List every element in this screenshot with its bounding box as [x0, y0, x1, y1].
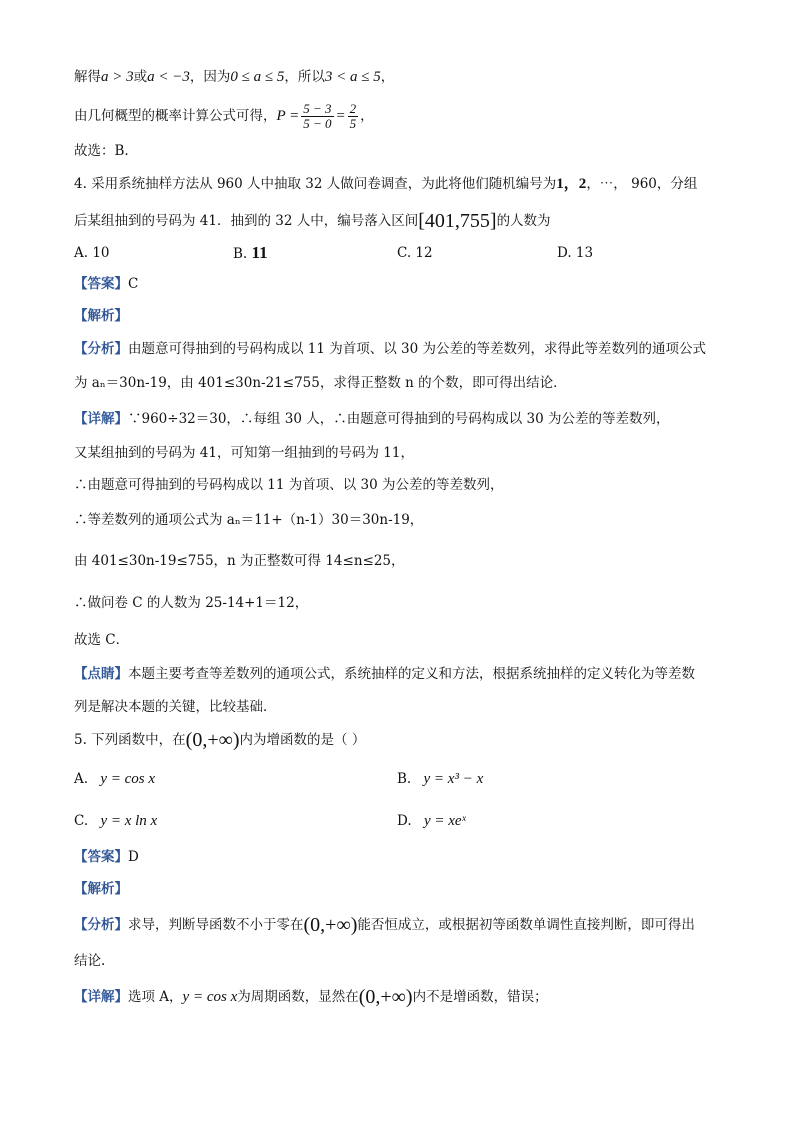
- q4-xj-line1: [74, 410, 669, 428]
- text: 本题主要考查等差数列的通项公式，系统抽样的定义和方法，根据系统抽样的定义转化为等差数: [128, 666, 695, 682]
- q4-xj-line3: ∴由题意可得抽到的号码构成以 11 为首项、以 30 为公差的等差数列，: [74, 477, 504, 493]
- q5-fx-line1: [74, 916, 695, 934]
- answer-value: D: [128, 849, 139, 865]
- q5-option-b: [397, 770, 483, 788]
- text: 选项 A，: [128, 989, 183, 1005]
- q4-xj-choose: 故选 C．: [74, 632, 130, 648]
- q4-option-d: D. 13: [557, 245, 594, 261]
- math: a > 3: [101, 69, 134, 85]
- math: 3 < a ≤ 5: [324, 69, 381, 85]
- text: 能否恒成立，或根据初等函数单调性直接判断，即可得出: [357, 917, 695, 933]
- math: 0 ≤ a ≤ 5: [230, 69, 285, 85]
- text: 的人数为: [496, 213, 551, 229]
- text: ，: [380, 69, 395, 85]
- text: ，所以: [284, 69, 325, 85]
- q4-analysis-tag: [74, 307, 128, 325]
- q4-answer: [74, 275, 138, 293]
- q5-option-d: [397, 812, 466, 830]
- label: A.: [74, 771, 89, 787]
- interval: (0,+∞): [358, 986, 413, 1008]
- q4-xj-line6: ∴做问卷 C 的人数为 25-14+1＝12，: [74, 595, 309, 611]
- text: 由题意可得抽到的号码构成以 11 为首项、以 30 为公差的等差数列，求得此等差数列的通项公式: [128, 341, 707, 357]
- math: P =: [276, 108, 300, 124]
- label: B.: [397, 771, 412, 787]
- xj-tag: 【详解】: [74, 989, 128, 1005]
- sol3-line1: [74, 68, 394, 86]
- text: 5. 下列函数中，在: [74, 732, 186, 748]
- math: 1，2: [556, 176, 587, 192]
- q4-xj-line2: 又某组抽到的号码为 41，可知第一组抽到的号码为 11，: [74, 445, 414, 461]
- answer-value: C: [128, 276, 139, 292]
- q4-dj-line1: [74, 665, 695, 683]
- q5-analysis-tag: [74, 880, 128, 898]
- interval: [401,755]: [418, 210, 497, 232]
- value: 11: [251, 243, 268, 262]
- text: 求导，判断导函数不小于零在: [128, 917, 304, 933]
- answer-tag: 【答案】: [74, 849, 128, 865]
- text: 内为增函数的是（ ）: [239, 732, 366, 748]
- q5-option-c: [74, 812, 157, 830]
- interval: (0,+∞): [185, 729, 240, 751]
- q5-fx-line2: 结论.: [74, 953, 106, 969]
- numerator: 2: [349, 101, 357, 116]
- text: ，因为: [189, 69, 231, 85]
- denominator: 5: [349, 116, 357, 131]
- q4-option-b: [233, 244, 268, 263]
- q4-fx-line2: 为 aₙ＝30n-19，由 401≤30n-21≤755，求得正整数 n 的个数，即可得出结论．: [74, 375, 567, 391]
- value: y = x ln x: [100, 813, 158, 829]
- text: ，⋯， 960，分组: [586, 176, 698, 192]
- text: 或: [133, 69, 148, 85]
- q4-xj-line4: ∴等差数列的通项公式为 aₙ＝11+（n-1）30＝30n-19，: [74, 512, 424, 528]
- denominator: 5 − 0: [303, 116, 332, 131]
- q4-stem-line2: [74, 212, 551, 230]
- math: a < −3: [147, 69, 190, 85]
- value: y = x³ − x: [423, 771, 484, 787]
- value: y = cos x: [100, 771, 156, 787]
- q5-stem: [74, 731, 365, 749]
- dj-tag: 【点睛】: [74, 666, 128, 682]
- analysis-tag: 【解析】: [74, 308, 128, 324]
- sol3-line2: [74, 102, 374, 131]
- text: 为周期函数，显然在: [237, 989, 359, 1005]
- math: =: [335, 108, 346, 124]
- analysis-tag: 【解析】: [74, 881, 128, 897]
- label: B.: [233, 246, 248, 262]
- q5-option-a: [74, 770, 155, 788]
- fx-tag: 【分析】: [74, 917, 128, 933]
- q4-option-a: A. 10: [74, 245, 110, 261]
- text: 由几何概型的概率计算公式可得，: [74, 108, 277, 124]
- fraction-1: [301, 102, 333, 131]
- sol3-choose: 故选：B.: [74, 143, 129, 159]
- q4-option-c: C. 12: [397, 245, 433, 261]
- text: 4. 采用系统抽样方法从 960 人中抽取 32 人做问卷调查，为此将他们随机编号为: [74, 176, 557, 192]
- math: y = cos x: [182, 989, 238, 1005]
- q4-xj-line5: 由 401≤30n-19≤755，n 为正整数可得 14≤n≤25，: [74, 553, 405, 569]
- q4-fx-line1: [74, 340, 706, 358]
- q4-stem-line1: [74, 175, 697, 193]
- answer-tag: 【答案】: [74, 276, 128, 292]
- text: ∵960÷32＝30，∴每组 30 人，∴由题意可得抽到的号码构成以 30 为公差的等差数列，: [128, 411, 670, 427]
- label: D.: [397, 813, 412, 829]
- text: ，: [360, 108, 374, 124]
- q5-xj-line1: [74, 988, 548, 1006]
- text: 解得: [74, 69, 101, 85]
- q5-answer: [74, 848, 139, 866]
- fraction-2: [348, 102, 359, 131]
- numerator: 5 − 3: [303, 101, 332, 116]
- value: y = xeˣ: [423, 813, 466, 829]
- xj-tag: 【详解】: [74, 411, 128, 427]
- text: 内不是增函数，错误；: [412, 989, 548, 1005]
- text: 后某组抽到的号码为 41．抽到的 32 人中，编号落入区间: [74, 213, 419, 229]
- q4-dj-line2: 列是解决本题的关键，比较基础．: [74, 699, 277, 715]
- fx-tag: 【分析】: [74, 341, 128, 357]
- label: C.: [74, 813, 89, 829]
- interval: (0,+∞): [303, 914, 358, 936]
